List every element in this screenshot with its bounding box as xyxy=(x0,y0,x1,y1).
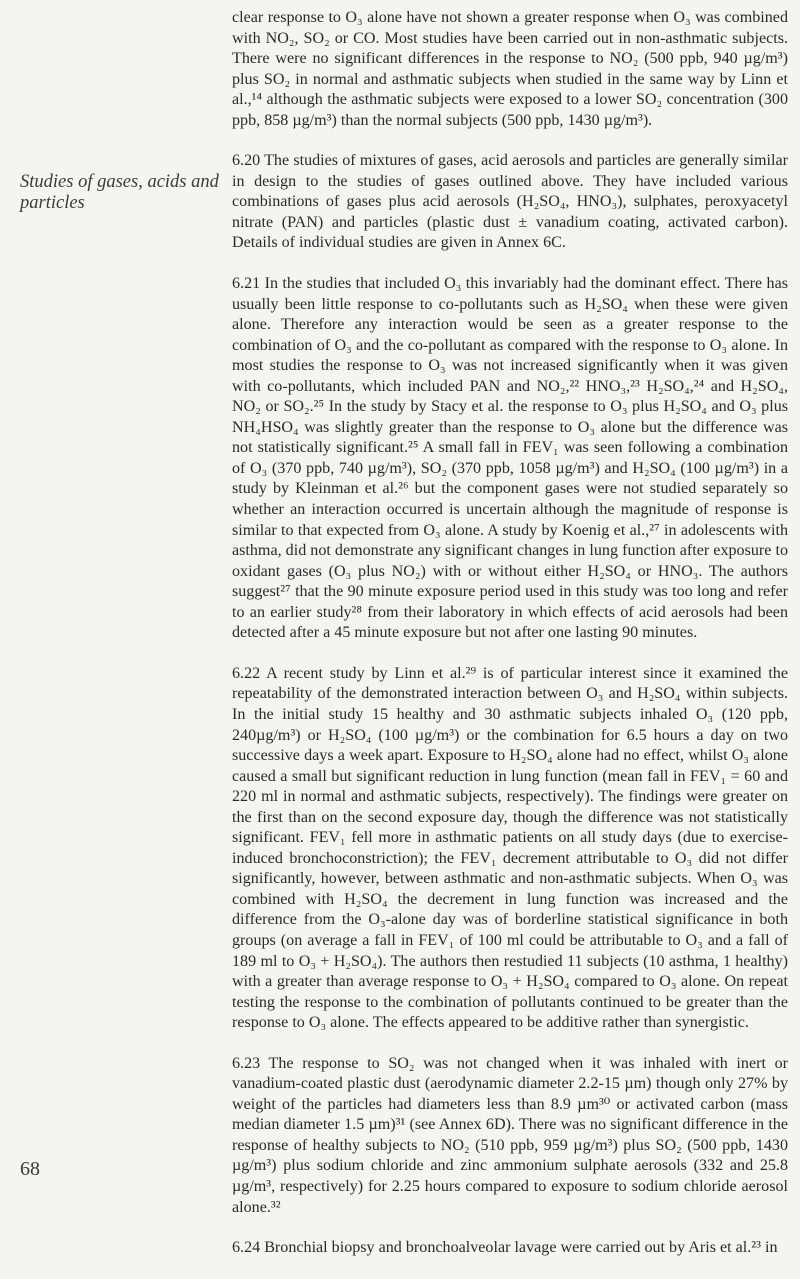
page-number: 68 xyxy=(20,1158,40,1180)
paragraph-continuation: clear response to O₃ alone have not shown a greater response when O₃ was combined with NO₂, SO₂ or CO. Most studies have been carried out in non-asthmatic subjects. There were no significant differences in the response to NO₂ (500 ppb, 940 µg/m³) plus SO₂ in normal and asthmatic subjects when studied in the same way by Linn et al.,¹⁴ although the asthmatic subjects were exposed to a lower SO₂ concentration (300 ppb, 858 µg/m³) than the normal subjects (500 ppb, 1430 µg/m³). xyxy=(232,9,788,129)
paragraph-6-24: 6.24 Bronchial biopsy and bronchoalveolar lavage were carried out by Aris et al.²³ in xyxy=(232,1239,778,1257)
paragraph-6-21: 6.21 In the studies that included O₃ this invariably had the dominant effect. There has usually been little response to co-pollutants such as H₂SO₄ when these were given alone. Therefore any interaction would be seen as a greater response to the combination of O₃ and the co-pollutant as compared with the response to O₃ alone. In most studies the response to O₃ was not increased significantly when it was given with co-pollutants, which included PAN and NO₂,²² HNO₃,²³ H₂SO₄,²⁴ and H₂SO₄, NO₂ or SO₂.²⁵ In the study by Stacy et al. the response to O₃ plus H₂SO₄ and O₃ plus NH₄HSO₄ was slightly greater than the response to O₃ alone but the difference was not statistically significant.²⁵ A small fall in FEV₁ was seen following a combination of O₃ (370 ppb, 740 µg/m³), SO₂ (370 ppb, 1058 µg/m³) and H₂SO₄ (100 µg/m³) in a study by Kleinman et al.²⁶ but the component gases were not studied separately so whether an interaction occurred is uncertain although the magnitude of response is similar to that expected from O₃ alone. A study by Koenig et al.,²⁷ in adolescents with asthma, did not demonstrate any significant changes in lung function after exposure to oxidant gases (O₃ plus NO₂) with or without either H₂SO₄ or HNO₃. The authors suggest²⁷ that the 90 minute exposure period used in this study was too long and refer to an earlier study²⁸ from their laboratory in which effects of acid aerosols had been detected after a 45 minute exposure but not after one lasting 90 minutes. xyxy=(232,275,788,642)
margin-note: Studies of gases, acids and particles xyxy=(20,172,219,213)
paragraph-6-23: 6.23 The response to SO₂ was not changed when it was inhaled with inert or vanadium-coated plastic dust (aerodynamic diameter 2.2-15 µm) though only 27% by weight of the particles had diameters less than 8.9 µm³⁰ or activated carbon (mass median diameter 1.5 µm)³¹ (see Annex 6D). There was no significant difference in the response of healthy subjects to NO₂ (510 ppb, 959 µg/m³) plus SO₂ (500 ppb, 1430 µg/m³) plus sodium chloride and zinc ammonium sulphate aerosols (332 and 25.8 µg/m³, respectively) for 2.25 hours compared to exposure to sodium chloride aerosol alone.³² xyxy=(232,1054,788,1216)
paragraph-6-22: 6.22 A recent study by Linn et al.²⁹ is of particular interest since it examined the repeatability of the demonstrated interaction between O₃ and H₂SO₄ within subjects. In the initial study 15 healthy and 30 asthmatic subjects inhaled O₃ (120 ppb, 240µg/m³) or H₂SO₄ (100 µg/m³) or the combination for 6.5 hours a day on two successive days a week apart. Exposure to H₂SO₄ alone had no effect, whilst O₃ alone caused a small but significant reduction in lung function (mean fall in FEV₁ = 60 and 220 ml in normal and asthmatic subjects, respectively). The findings were greater on the first than on the second exposure day, though the difference was not statistically significant. FEV₁ fell more in asthmatic patients on all study days (due to exercise-induced bronchoconstriction); the FEV₁ decrement attributable to O₃ did not differ significantly, however, between asthmatic and non-asthmatic subjects. When O₃ was combined with H₂SO₄ the decrement in lung function was increased and the difference from the O₃-alone day was of borderline statistical significance in both groups (on average a fall in FEV₁ of 100 ml could be attributable to O₃ and a fall of 189 ml to O₃ + H₂SO₄). The authors then restudied 11 subjects (10 asthma, 1 healthy) with a greater than average response to O₃ + H₂SO₄ compared to O₃ alone. On repeat testing the response to the combination of pollutants continued to be greater than the response to O₃ alone. The effects appeared to be additive rather than synergistic. xyxy=(232,664,788,1032)
body-text xyxy=(232,8,788,1279)
paragraph-6-20: 6.20 The studies of mixtures of gases, acid aerosols and particles are generally similar in design to the studies of gases outlined above. They have included various combinations of gases plus acid aerosols (H₂SO₄, HNO₃), sulphates, peroxyacetyl nitrate (PAN) and particles (plastic dust ± vanadium coating, activated carbon). Details of individual studies are given in Annex 6C. xyxy=(232,152,788,252)
